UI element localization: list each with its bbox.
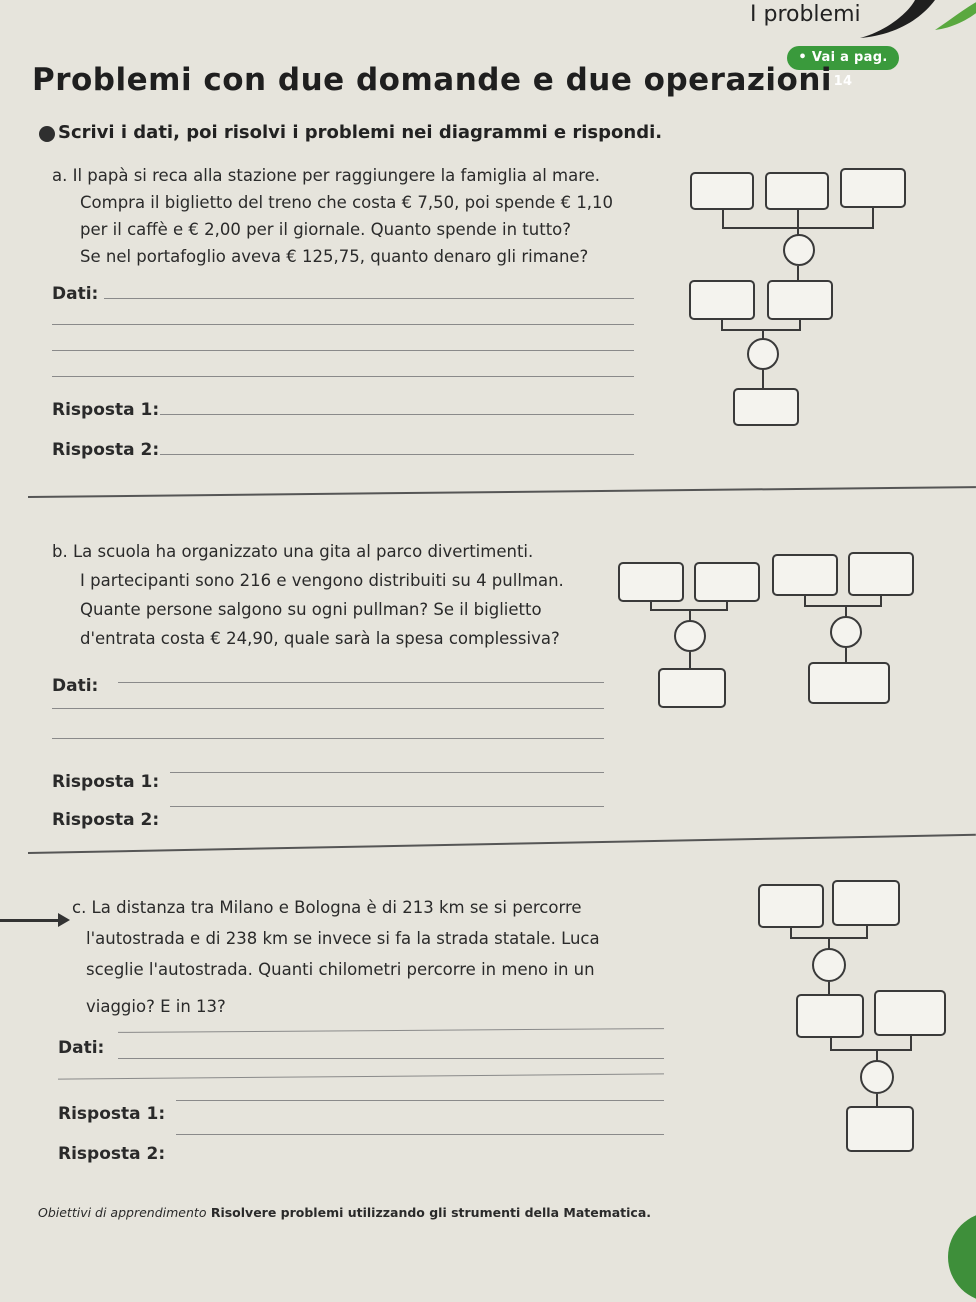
- diagram-operation-circle[interactable]: [747, 338, 779, 370]
- diagram-operation-circle[interactable]: [812, 948, 846, 982]
- problem-a-dati-label: Dati:: [52, 284, 99, 304]
- problem-b-line-3: Quante persone salgono su ogni pullman? Se il biglietto: [80, 600, 542, 619]
- problem-a-answer-line[interactable]: [52, 350, 634, 351]
- diagram-input-box[interactable]: [689, 280, 755, 320]
- problem-c-line-3: sceglie l'autostrada. Quanti chilometri percorre in meno in un: [86, 960, 595, 979]
- problem-b-line-2: I partecipanti sono 216 e vengono distribuiti su 4 pullman.: [80, 571, 564, 590]
- diagram-input-box[interactable]: [874, 990, 946, 1036]
- problem-a-risposta-2-line[interactable]: [160, 454, 634, 455]
- problem-b-risposta-1-line[interactable]: [170, 772, 604, 773]
- diagram-operation-circle[interactable]: [860, 1060, 894, 1094]
- problem-a-line-2: Compra il biglietto del treno che costa € 7,50, poi spende € 1,10: [80, 193, 614, 212]
- footer-prefix: Obiettivi di apprendimento: [38, 1205, 207, 1220]
- diagram-operation-circle[interactable]: [674, 620, 706, 652]
- diagram-result-box[interactable]: [658, 668, 726, 708]
- diagram-input-box[interactable]: [848, 552, 914, 596]
- footer-objectives: [38, 1205, 651, 1220]
- diagram-input-box[interactable]: [758, 884, 824, 928]
- problem-b-risposta-1-label: Risposta 1:: [52, 772, 160, 792]
- problem-a-risposta-1-line[interactable]: [160, 414, 634, 415]
- section-divider: [28, 486, 976, 498]
- diagram-operation-circle[interactable]: [830, 616, 862, 648]
- arrow-marker: [0, 919, 60, 922]
- problem-a-risposta-1-label: Risposta 1:: [52, 400, 160, 420]
- problem-c-line-4: viaggio? E in 13?: [86, 997, 226, 1016]
- problem-b-answer-line[interactable]: [52, 708, 604, 709]
- section-title: I problemi: [750, 2, 861, 27]
- problem-c-dati-line[interactable]: [118, 1058, 664, 1059]
- problem-c-line-2: l'autostrada e di 238 km se invece si fa la strada statale. Luca: [86, 929, 600, 948]
- problem-b-line-1: b. La scuola ha organizzato una gita al parco divertimenti.: [52, 542, 534, 561]
- diagram-result-box[interactable]: [767, 280, 833, 320]
- problem-b-risposta-2-line[interactable]: [170, 806, 604, 807]
- problem-c-risposta-2-label: Risposta 2:: [58, 1144, 166, 1164]
- problem-c-risposta-1-label: Risposta 1:: [58, 1104, 166, 1124]
- diagram-input-box[interactable]: [832, 880, 900, 926]
- diagram-input-box[interactable]: [840, 168, 906, 208]
- problem-a-line-3: per il caffè e € 2,00 per il giornale. Quanto spende in tutto?: [80, 220, 572, 239]
- problem-c-answer-line[interactable]: [58, 1073, 664, 1079]
- diagram-input-box[interactable]: [765, 172, 829, 210]
- page-title: Problemi con due domande e due operazioni: [32, 62, 833, 98]
- diagram-result-box[interactable]: [733, 388, 799, 426]
- diagram-result-box[interactable]: [846, 1106, 914, 1152]
- problem-b-dati-line[interactable]: [118, 682, 604, 683]
- diagram-result-box[interactable]: [808, 662, 890, 704]
- corner-decoration: [948, 1212, 976, 1302]
- diagram-input-box[interactable]: [690, 172, 754, 210]
- problem-c-risposta-1-line[interactable]: [176, 1100, 664, 1101]
- diagram-input-box[interactable]: [694, 562, 760, 602]
- problem-b-dati-label: Dati:: [52, 676, 99, 696]
- problem-b-answer-line[interactable]: [52, 738, 604, 739]
- exercise-number-icon: [39, 126, 55, 142]
- leaf-decoration-icon: [840, 0, 976, 40]
- footer-text: Risolvere problemi utilizzando gli strumenti della Matematica.: [206, 1205, 652, 1220]
- problem-a-risposta-2-label: Risposta 2:: [52, 440, 160, 460]
- arrow-right-icon: [58, 913, 70, 927]
- problem-b-risposta-2-label: Risposta 2:: [52, 810, 160, 830]
- problem-c-answer-line[interactable]: [118, 1028, 664, 1033]
- problem-c-risposta-2-line[interactable]: [176, 1134, 664, 1135]
- problem-b-line-4: d'entrata costa € 24,90, quale sarà la spesa complessiva?: [80, 629, 560, 648]
- section-divider: [28, 834, 976, 854]
- problem-a-answer-line[interactable]: [52, 376, 634, 377]
- diagram-result-box[interactable]: [796, 994, 864, 1038]
- problem-a-answer-line[interactable]: [52, 324, 634, 325]
- page-reference-badge: • Vai a pag. 14: [787, 46, 899, 70]
- problem-c-line-1: c. La distanza tra Milano e Bologna è di 213 km se si percorre: [72, 898, 582, 917]
- diagram-input-box[interactable]: [772, 554, 838, 596]
- problem-a-line-4: Se nel portafoglio aveva € 125,75, quanto denaro gli rimane?: [80, 247, 589, 266]
- problem-a-line-1: a. Il papà si reca alla stazione per raggiungere la famiglia al mare.: [52, 166, 601, 185]
- problem-c-dati-label: Dati:: [58, 1038, 105, 1058]
- problem-a-dati-line[interactable]: [104, 298, 634, 299]
- exercise-instruction: Scrivi i dati, poi risolvi i problemi nei diagrammi e rispondi.: [58, 122, 663, 143]
- diagram-input-box[interactable]: [618, 562, 684, 602]
- diagram-operation-circle[interactable]: [783, 234, 815, 266]
